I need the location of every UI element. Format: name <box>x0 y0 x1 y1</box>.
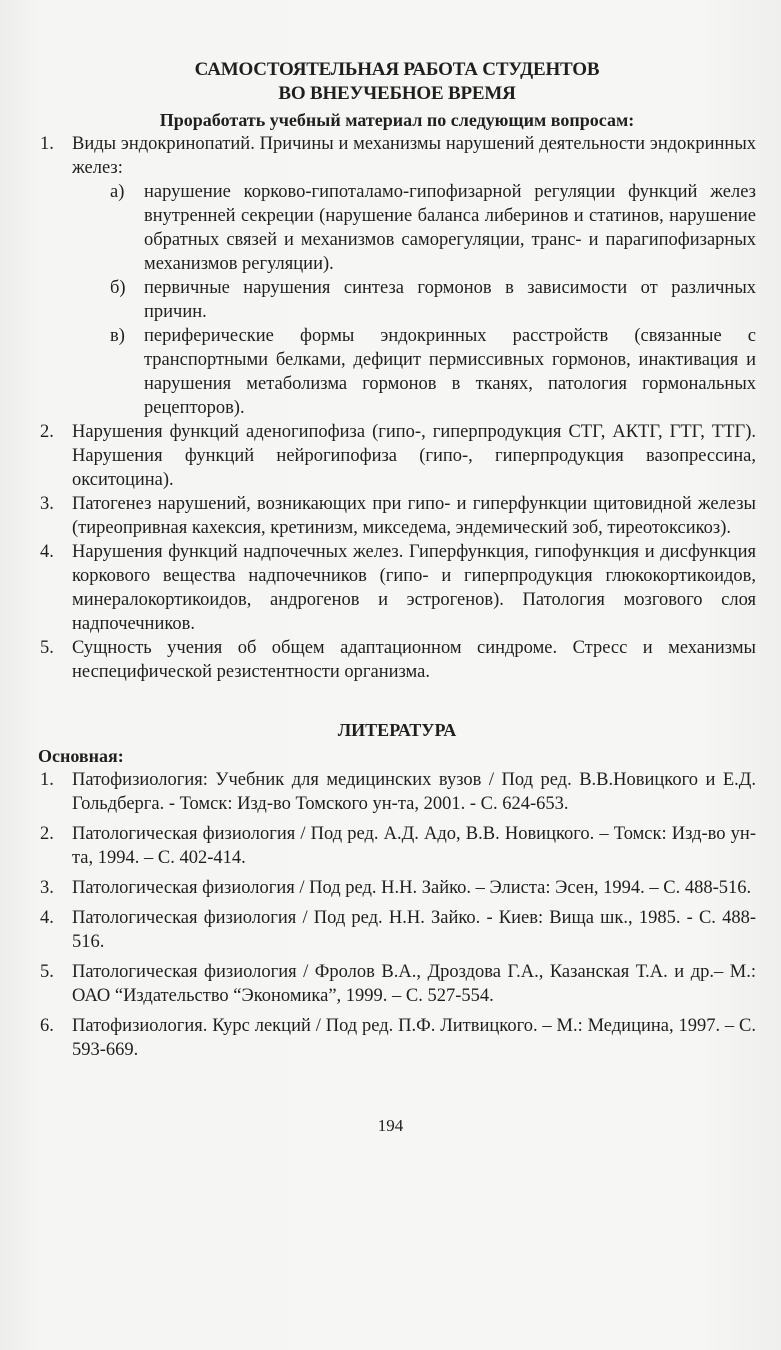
question-text: Нарушения функций аденогипофиза (гипо-, гиперпродукция СТГ, АКТГ, ГТГ, ТТГ). Нарушения функций нейрогипофиза (гипо-, гиперпродукция вазопрессина, окситоцина). <box>72 422 756 490</box>
reference-item <box>38 906 756 954</box>
question-number: 3. <box>40 494 54 514</box>
subquestion-text: первичные нарушения синтеза гормонов в зависимости от различных причин. <box>144 278 756 322</box>
task-subtitle: Проработать учебный материал по следующим вопросам: <box>159 110 635 130</box>
reference-number: 5. <box>40 962 54 982</box>
questions-list <box>38 132 756 180</box>
reference-item <box>38 768 756 816</box>
subquestion-item <box>110 276 756 324</box>
question-text: Виды эндокринопатий. Причины и механизмы нарушений деятельности эндокринных желез: <box>72 134 756 178</box>
subquestion-text: нарушение корково-гипоталамо-гипофизарной регуляции функций желез внутренней секреции (нарушение баланса либеринов и статинов, нарушение обратных связей и механизмов саморегуляции, транс- и парагипофизарных механизмов регуляции). <box>144 182 756 274</box>
subquestion-letter: б) <box>110 278 126 298</box>
question-item <box>38 420 756 492</box>
page-number: 194 <box>377 1116 404 1135</box>
question-number: 1. <box>40 134 54 154</box>
reference-item <box>38 822 756 870</box>
question-item <box>38 636 756 684</box>
reference-text: Патологическая физиология / Под ред. Н.Н. Зайко. - Киев: Вища шк., 1985. - С. 488-516. <box>72 908 756 952</box>
references-list <box>38 768 756 1062</box>
reference-number: 3. <box>40 878 54 898</box>
question-text: Нарушения функций надпочечных желез. Гиперфункция, гипофункция и дисфункция коркового вещества надпочечников (гипо- и гиперпродукция глюкокортикоидов, минералокортикоидов, андрогенов и эстрогенов). Патология мозгового слоя надпочечников. <box>72 542 756 634</box>
subquestion-letter: в) <box>110 326 125 346</box>
reference-text: Патофизиология: Учебник для медицинских вузов / Под ред. В.В.Новицкого и Е.Д. Гольдберга. - Томск: Изд-во Томского ун-та, 2001. - С. 624-653. <box>72 770 756 814</box>
section-title: САМОСТОЯТЕЛЬНАЯ РАБОТА СТУДЕНТОВ <box>194 59 600 80</box>
reference-text: Патофизиология. Курс лекций / Под ред. П.Ф. Литвицкого. – М.: Медицина, 1997. – С. 593-669. <box>72 1016 756 1060</box>
questions-list-continued <box>38 420 756 684</box>
question-number: 4. <box>40 542 54 562</box>
basic-literature-label: Основная: <box>38 746 124 766</box>
question-number: 2. <box>40 422 54 442</box>
subquestion-item <box>110 180 756 276</box>
section-title-line2: ВО ВНЕУЧЕБНОЕ ВРЕМЯ <box>278 83 516 104</box>
reference-item <box>38 960 756 1008</box>
question-item <box>38 492 756 540</box>
question-number: 5. <box>40 638 54 658</box>
subquestion-item <box>110 324 756 420</box>
subquestion-text: периферические формы эндокринных расстройств (связанные с транспортными белками, дефицит пермиссивных гормонов, инактивация и нарушения метаболизма гормонов в тканях, патология гормональных рецепторов). <box>144 326 756 418</box>
reference-text: Патологическая физиология / Фролов В.А., Дроздова Г.А., Казанская Т.А. и др.– М.: ОАО “Издательство “Экономика”, 1999. – С. 527-554. <box>72 962 756 1006</box>
reference-number: 4. <box>40 908 54 928</box>
literature-title: ЛИТЕРАТУРА <box>337 720 457 740</box>
question-item <box>38 132 756 180</box>
reference-number: 6. <box>40 1016 54 1036</box>
subquestion-letter: а) <box>110 182 125 202</box>
reference-item <box>38 876 756 900</box>
question-text: Сущность учения об общем адаптационном синдроме. Стресс и механизмы неспецифической резистентности организма. <box>72 638 756 682</box>
page-content <box>38 58 756 1068</box>
question-item <box>38 540 756 636</box>
reference-number: 1. <box>40 770 54 790</box>
reference-text: Патологическая физиология / Под ред. А.Д. Адо, В.В. Новицкого. – Томск: Изд-во ун-та, 1994. – С. 402-414. <box>72 824 756 868</box>
reference-item <box>38 1014 756 1062</box>
question-text: Патогенез нарушений, возникающих при гипо- и гиперфункции щитовидной железы (тиреопривная кахексия, кретинизм, микседема, эндемический зоб, тиреотоксикоз). <box>72 494 756 538</box>
reference-number: 2. <box>40 824 54 844</box>
reference-text: Патологическая физиология / Под ред. Н.Н. Зайко. – Элиста: Эсен, 1994. – С. 488-516. <box>72 878 752 898</box>
subquestions-list <box>38 180 756 420</box>
